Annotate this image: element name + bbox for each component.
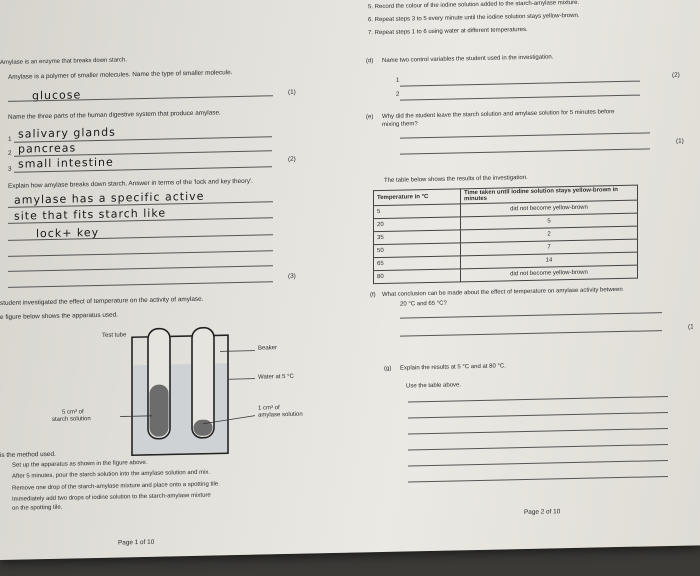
table-intro: The table below shows the results of the investigation. [384, 174, 528, 184]
mark-f: (1 [688, 323, 694, 331]
table-cell: 5 [461, 213, 638, 230]
apparatus-diagram [60, 320, 300, 465]
method-step-7: 7. Repeat steps 1 to 6 using water at different temperatures. [368, 26, 528, 37]
question-f-label: (f) [370, 292, 376, 299]
mark-a: (1) [288, 88, 296, 96]
question-d-text: Name two control variables the student used in the investigation. [382, 54, 554, 64]
table-header: Temperature in °C [374, 189, 461, 206]
question-c-text: Explain how amylase breaks down starch. Answer in terms of the 'lock and key theory'. [8, 177, 254, 190]
answer-line [408, 444, 668, 450]
leader-line [228, 379, 255, 380]
answer-line [408, 460, 668, 466]
answer-line [400, 148, 650, 154]
answer-line [8, 265, 273, 272]
answer-line [408, 412, 668, 418]
question-g-label: (g) [384, 365, 392, 372]
method-step-3: Remove one drop of the starch-amylase mixture and place onto a spotting tile. [12, 481, 220, 492]
table-cell: 5 [374, 204, 461, 219]
answer-a: glucose [32, 88, 82, 103]
table-cell: 65 [374, 256, 461, 271]
answer-b3: small intestine [18, 155, 114, 171]
answer-b-number-3: 3 [8, 165, 12, 173]
mark-e: (1) [676, 137, 684, 145]
question-a-text: Amylase is a polymer of smaller molecules. Name the type of smaller molecule. [8, 69, 233, 81]
table-cell: 14 [461, 252, 638, 269]
method-step-2: After 5 minutes, pour the starch solution into the amylase solution and mix. [12, 469, 211, 480]
method-step-5: 5. Record the colour of the iodine solution added to the starch-amylase mixture. [368, 0, 580, 11]
label-beaker: Beaker [258, 345, 278, 352]
answer-line [408, 428, 668, 434]
mark-b: (2) [288, 155, 296, 163]
answer-c1: amylase has a specific active [14, 189, 205, 207]
intro-investigation: student investigated the effect of temperature on the activity of amylase. [0, 295, 204, 307]
answer-line [400, 81, 640, 87]
question-b-text: Name the three parts of the human digestive system that produce amylase. [8, 109, 221, 121]
leader-line [220, 351, 255, 352]
table-cell: 80 [374, 269, 461, 284]
label-amylase: amylase solution [258, 411, 303, 419]
answer-line [400, 330, 662, 336]
answer-b2: pancreas [18, 141, 77, 156]
label-starch-volume: 5 cm³ of [62, 409, 84, 416]
table-cell: did not become yellow-brown [461, 265, 638, 282]
question-g-text-2: Use the table above. [406, 382, 462, 390]
page-number-right: Page 2 of 10 [524, 508, 561, 517]
answer-b-number-2: 2 [8, 149, 12, 157]
method-step-4-cont: on the spotting tile. [12, 504, 63, 512]
results-table [373, 185, 638, 285]
table-header: Time taken until iodine solution stays yellow-brown in minutes [461, 185, 638, 204]
answer-line [408, 476, 668, 482]
label-starch: starch solution [52, 416, 91, 423]
method-step-1: Set up the apparatus as shown in the figure above. [12, 459, 148, 469]
answer-line [8, 281, 273, 288]
answer-b-number-1: 1 [8, 135, 12, 143]
answer-c3: lock+ key [36, 225, 100, 241]
method-title: is the method used. [0, 450, 56, 459]
intro-figure: e figure below shows the apparatus used. [0, 311, 118, 321]
mark-d: (2) [672, 71, 680, 79]
question-d-label: (d) [366, 58, 374, 65]
table-cell: 7 [461, 239, 638, 256]
table-cell: 35 [374, 230, 461, 245]
starch-solution [150, 384, 169, 436]
intro-line: Amylase is an enzyme that breaks down starch. [0, 57, 128, 66]
table-cell: 50 [374, 243, 461, 258]
mark-c: (3) [288, 272, 296, 280]
label-amylase-volume: 1 cm³ of [258, 405, 280, 412]
table-cell: 2 [461, 226, 638, 243]
answer-line [400, 132, 650, 138]
method-step-6: 6. Repeat steps 3 to 5 every minute until the iodine solution stays yellow-brown. [368, 12, 580, 24]
table-cell: did not become yellow-brown [461, 200, 638, 217]
label-water: Water at 5 °C [258, 373, 294, 381]
answer-line [400, 95, 640, 101]
answer-line [8, 250, 273, 257]
question-f-text-2: 20 °C and 65 °C? [400, 300, 447, 308]
table-cell: 20 [374, 217, 461, 232]
question-e-label: (e) [366, 114, 374, 121]
answer-b1: salivary glands [18, 125, 116, 141]
amylase-solution [194, 420, 213, 436]
question-e-text-2: mixing them? [382, 121, 418, 128]
answer-line [400, 312, 662, 318]
question-e-text: Why did the student leave the starch solution and amylase solution for 5 minutes before [382, 109, 615, 120]
question-f-text: What conclusion can be made about the effect of temperature on amylase activity between [382, 286, 623, 298]
answer-d-number-2: 2 [396, 91, 400, 98]
page-number-left: Page 1 of 10 [118, 538, 155, 547]
method-step-4: Immediately add two drops of iodine solution to the starch-amylase mixture [12, 492, 211, 503]
answer-d-number-1: 1 [396, 77, 400, 84]
answer-line [408, 396, 668, 402]
answer-c2: site that fits starch like [14, 206, 167, 223]
question-g-text: Explain the results at 5 °C and at 80 °C. [400, 363, 506, 372]
label-test-tube: Test tube [102, 332, 127, 339]
